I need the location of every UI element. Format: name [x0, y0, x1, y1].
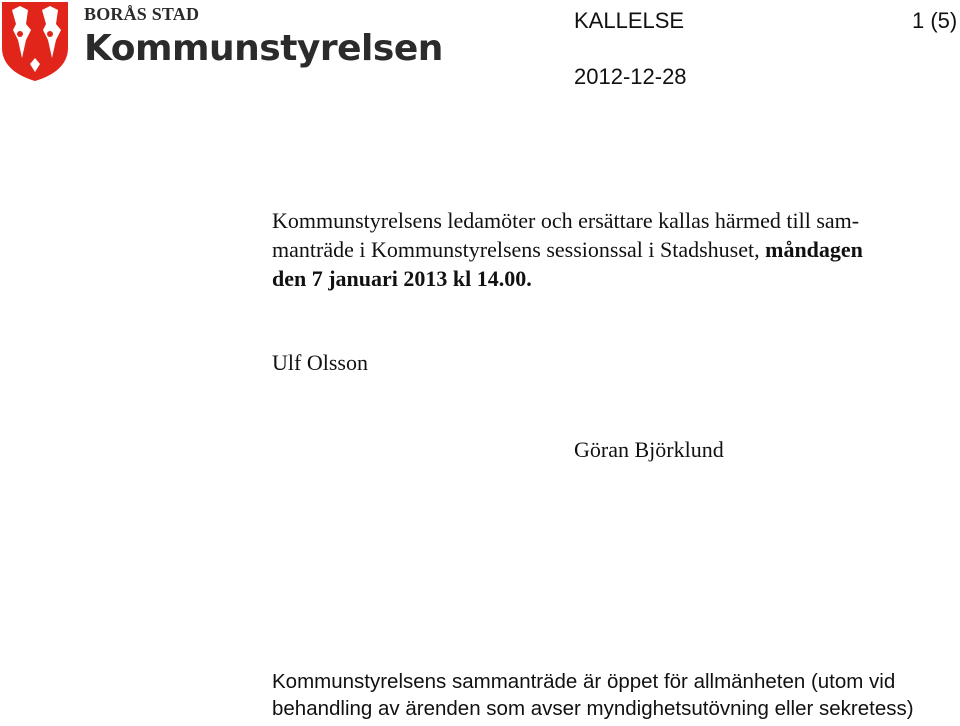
note-line-2: behandling av ärenden som avser myndighetsutövning eller sekretess) [272, 697, 914, 720]
invitation-line-1: Kommunstyrelsens ledamöter och ersättare kallas härmed till sam- [272, 208, 860, 233]
public-meeting-note [272, 668, 960, 722]
logo-org-name: BORÅS STAD [84, 4, 200, 24]
header-logo [0, 0, 443, 84]
invitation-day: måndagen [765, 237, 863, 262]
invitation-paragraph [272, 206, 956, 293]
invitation-line-2: manträde i Kommunstyrelsens sessionssal i Stadshuset, [272, 237, 766, 262]
invitation-date-time: den 7 januari 2013 kl 14.00. [272, 266, 532, 291]
document-type: KALLELSE [574, 8, 685, 33]
signer-chair: Ulf Olsson [272, 350, 368, 375]
page-number: 1 (5) [912, 8, 958, 33]
note-line-1: Kommunstyrelsens sammanträde är öppet för allmänheten (utom vid [272, 670, 896, 693]
signer-secretary: Göran Björklund [574, 437, 724, 462]
document-date: 2012-12-28 [574, 64, 687, 89]
logo-unit-name: Kommunstyrelsen [84, 28, 443, 69]
boras-coat-of-arms-icon [0, 0, 70, 82]
